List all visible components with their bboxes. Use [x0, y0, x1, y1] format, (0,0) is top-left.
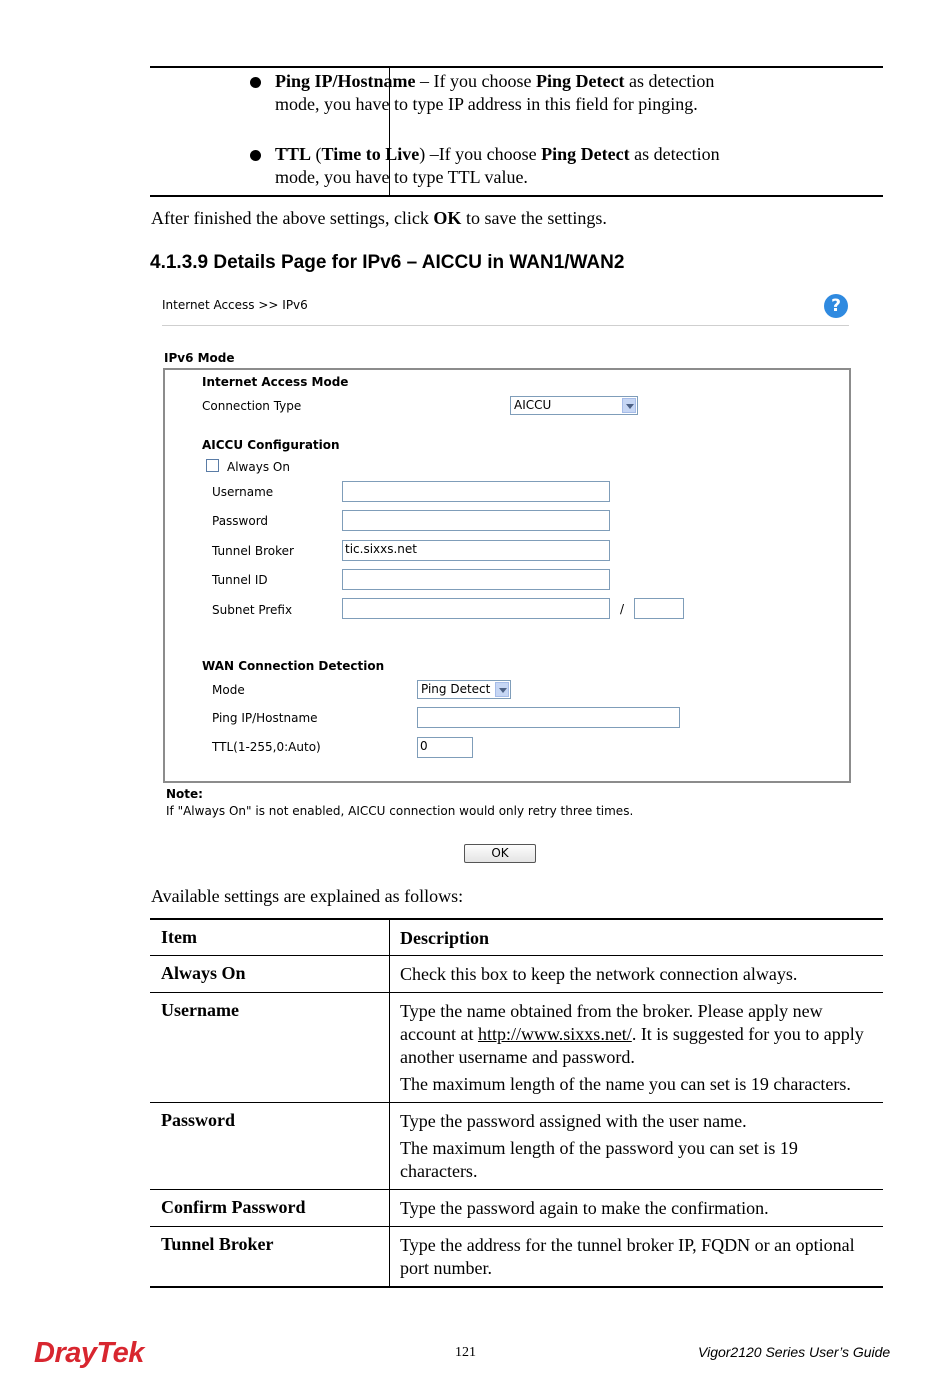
- tunnel-id-label: Tunnel ID: [212, 573, 268, 587]
- always-on-checkbox[interactable]: [206, 459, 219, 472]
- row-desc: Type the password again to make the confirmation.: [400, 1198, 769, 1218]
- breadcrumb-divider: [162, 325, 849, 326]
- always-on-label: Always On: [227, 460, 290, 474]
- ipv6-mode-title: IPv6 Mode: [164, 351, 235, 365]
- bullet-ttl: TTL (Time to Live) –If you choose Ping Detect as detection mode, you have to type TTL value.: [253, 143, 723, 189]
- chevron-down-icon: [622, 398, 636, 413]
- help-icon[interactable]: ?: [824, 294, 848, 318]
- bullet-dot: [250, 150, 261, 161]
- subnet-prefix-label: Subnet Prefix: [212, 603, 293, 617]
- ping-host-input[interactable]: [417, 707, 680, 728]
- table-row: [150, 1190, 883, 1227]
- settings-table: [150, 918, 883, 1288]
- ping-host-label: Ping IP/Hostname: [212, 711, 318, 725]
- bullet-dot: [250, 77, 261, 88]
- chevron-down-icon: [495, 682, 509, 697]
- table-header: [150, 920, 883, 956]
- subnet-prefix-input[interactable]: [342, 598, 610, 619]
- sixxs-link[interactable]: http://www.sixxs.net/: [477, 1024, 632, 1044]
- prefix-length-input[interactable]: [634, 598, 684, 619]
- row-desc: Type the name obtained from the broker. Please apply new account at http://www.sixxs.net/. It is suggested for you to apply another username and password.: [400, 1001, 864, 1067]
- section-heading: 4.1.3.9 Details Page for IPv6 – AICCU in WAN1/WAN2: [150, 252, 625, 273]
- row-desc: Type the address for the tunnel broker IP, FQDN or an optional port number.: [400, 1235, 855, 1278]
- ttl-label: TTL(1-255,0:Auto): [212, 740, 321, 754]
- connection-type-select[interactable]: [510, 396, 638, 415]
- tunnel-broker-input[interactable]: tic.sixxs.net: [342, 540, 610, 561]
- bullet-ping-hostname: Ping IP/Hostname – If you choose Ping Detect as detection mode, you have to type IP address in this field for pinging.: [253, 70, 723, 116]
- available-settings-text: Available settings are explained as follows:: [151, 886, 464, 906]
- row-item: Password: [161, 1110, 236, 1130]
- prefix-slash: /: [620, 602, 625, 616]
- breadcrumb: Internet Access >> IPv6: [162, 298, 308, 312]
- after-settings-text: After finished the above settings, click OK to save the settings.: [151, 208, 607, 228]
- draytek-logo: DrayTek: [34, 1337, 144, 1369]
- row-desc: The maximum length of the name you can set is 19 characters.: [400, 1074, 851, 1094]
- row-item: Tunnel Broker: [161, 1234, 274, 1254]
- table-row: [150, 1103, 883, 1190]
- password-input[interactable]: [342, 510, 610, 531]
- connection-type-value: AICCU: [514, 398, 552, 412]
- ok-button[interactable]: OK: [464, 844, 536, 863]
- note-title: Note:: [166, 787, 203, 801]
- password-label: Password: [212, 514, 269, 528]
- table-row: [150, 993, 883, 1103]
- wan-detection-title: WAN Connection Detection: [202, 659, 385, 673]
- row-item: Confirm Password: [161, 1197, 306, 1217]
- row-desc: Check this box to keep the network connection always.: [400, 964, 798, 984]
- header-description: Description: [400, 928, 489, 948]
- term: Ping IP/Hostname: [275, 71, 416, 91]
- username-input[interactable]: [342, 481, 610, 502]
- username-label: Username: [212, 485, 274, 499]
- row-desc: The maximum length of the password you can set is 19 characters.: [400, 1138, 798, 1181]
- row-desc: Type the password assigned with the user name.: [400, 1111, 747, 1131]
- connection-type-label: Connection Type: [202, 399, 302, 413]
- tunnel-broker-label: Tunnel Broker: [212, 544, 294, 558]
- guide-title: Vigor2120 Series User’s Guide: [698, 1344, 891, 1360]
- internet-access-mode-title: Internet Access Mode: [202, 375, 349, 389]
- page-number: 121: [455, 1345, 476, 1360]
- table-row: [150, 1227, 883, 1288]
- note-text: If "Always On" is not enabled, AICCU connection would only retry three times.: [166, 804, 634, 818]
- aiccu-config-title: AICCU Configuration: [202, 438, 340, 452]
- header-item: Item: [161, 927, 197, 947]
- ttl-input[interactable]: 0: [417, 737, 473, 758]
- mode-select[interactable]: [417, 680, 511, 699]
- row-item: Always On: [161, 963, 246, 983]
- row-item: Username: [161, 1000, 239, 1020]
- mode-label: Mode: [212, 683, 245, 697]
- tunnel-id-input[interactable]: [342, 569, 610, 590]
- mode-value: Ping Detect: [421, 682, 491, 696]
- table-row: [150, 956, 883, 993]
